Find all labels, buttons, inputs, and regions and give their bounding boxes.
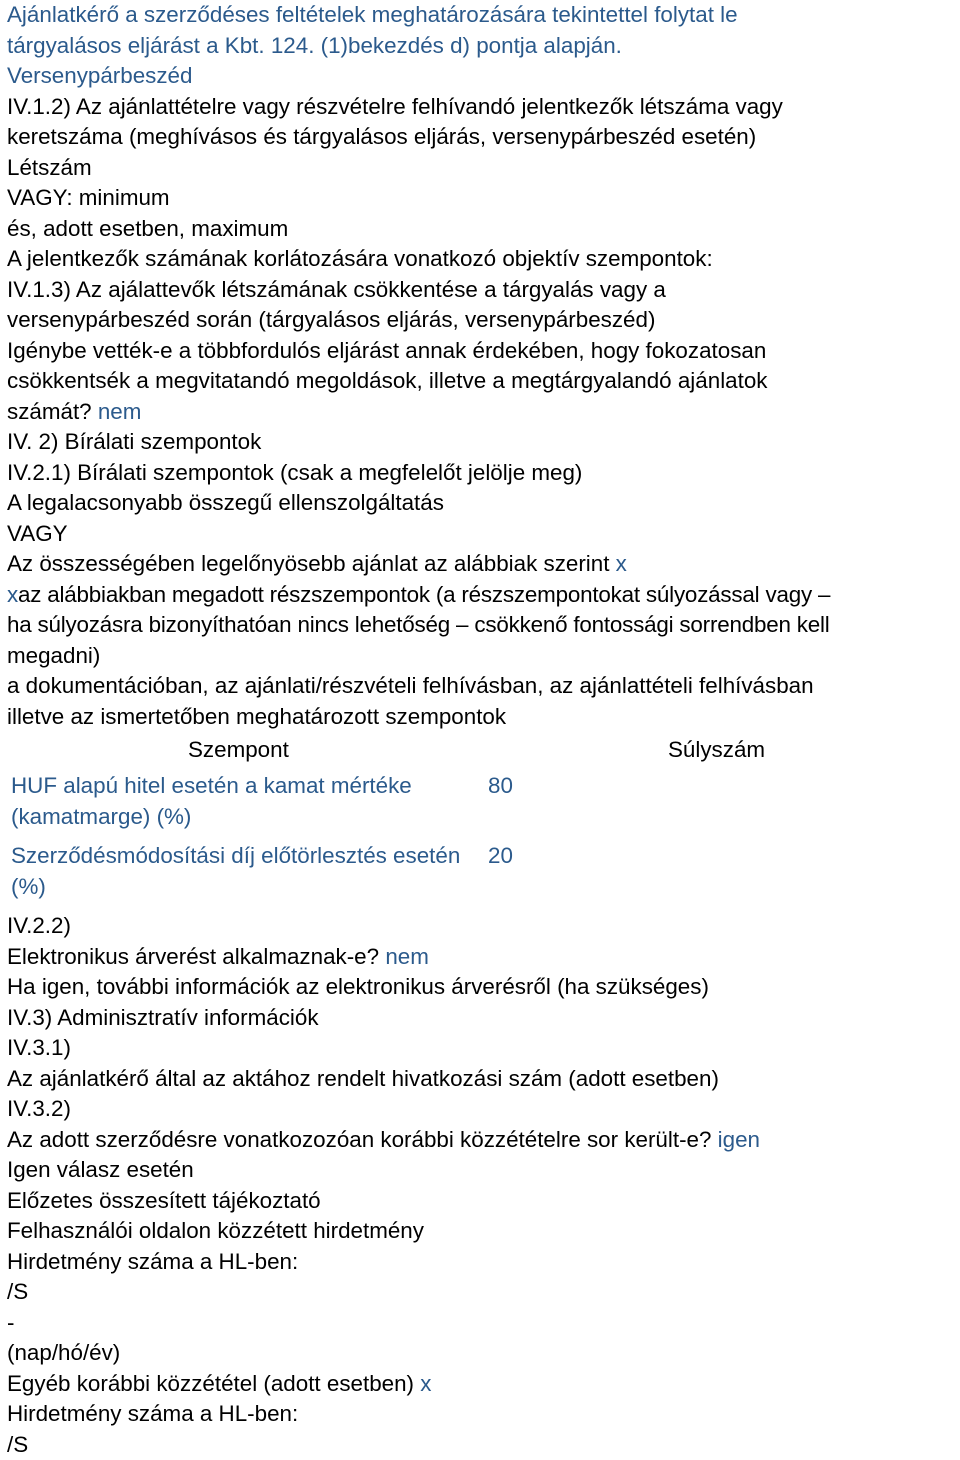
text-line: IV.1.2) Az ajánlattételre vagy részvételre felhívandó jelentkezők létszáma vagy — [7, 92, 959, 123]
criterion-column-header: Szempont — [188, 735, 289, 765]
text-line: tárgyalásos eljárást a Kbt. 124. (1)bekezdés d) pontja alapján. — [7, 31, 959, 62]
text-line: Igénybe vették-e a többfordulós eljárást annak érdekében, hogy fokozatosan — [7, 336, 959, 367]
text-line: IV.2.1) Bírálati szempontok (csak a megfelelőt jelölje meg) — [7, 458, 959, 489]
sub-criteria-line-1 — [7, 580, 959, 611]
prior-publication-details — [7, 1155, 959, 1369]
text-line: Versenypárbeszéd — [7, 61, 959, 92]
text-line: a dokumentációban, az ajánlati/részvételi felhívásban, az ajánlattételi felhívásban — [7, 671, 959, 702]
sub-criteria-line-2 — [7, 610, 959, 641]
text-line: /S — [7, 1277, 959, 1308]
best-value-mark: x — [616, 551, 627, 576]
procedure-and-candidates-section — [7, 0, 959, 397]
text-line: keretszáma (meghívásos és tárgyalásos eljárás, versenypárbeszéd esetén) — [7, 122, 959, 153]
text-line: Létszám — [7, 153, 959, 184]
text-line: A legalacsonyabb összegű ellenszolgáltatás — [7, 488, 959, 519]
sub-criteria-text-3: megadni) — [7, 643, 100, 668]
best-value-option — [7, 549, 959, 580]
text-line: VAGY — [7, 519, 959, 550]
prior-publication-label: Az adott szerződésre vonatkozozóan korábbi közzétételre sor került-e? — [7, 1127, 718, 1152]
e-auction-question — [7, 942, 959, 973]
multi-stage-label: számát? — [7, 399, 98, 424]
criteria-table — [7, 733, 959, 911]
administrative-info-section — [7, 972, 959, 1125]
text-line: Előzetes összesített tájékoztató — [7, 1186, 959, 1217]
criteria-source-section — [7, 671, 959, 732]
criteria-table-header — [7, 733, 959, 771]
prior-publication-answer: igen — [718, 1127, 760, 1152]
prior-publication-question — [7, 1125, 959, 1156]
text-line: versenypárbeszéd során (tárgyalásos eljárás, versenypárbeszéd) — [7, 305, 959, 336]
text-line: Igen válasz esetén — [7, 1155, 959, 1186]
text-line: A jelentkezők számának korlátozására vonatkozó objektív szempontok: — [7, 244, 959, 275]
sub-criteria-text-2: ha súlyozásra bizonyíthatóan nincs lehetőség – csökkenő fontossági sorrendben kell — [7, 612, 830, 637]
text-line: IV. 2) Bírálati szempontok — [7, 427, 959, 458]
weight-cell: 80 — [488, 771, 513, 802]
text-line: Ajánlatkérő a szerződéses feltételek meghatározására tekintettel folytat le — [7, 0, 959, 31]
criteria-table-row — [7, 841, 959, 911]
other-prior-publication — [7, 1369, 959, 1400]
multi-stage-question — [7, 397, 959, 428]
text-line: Az ajánlatkérő által az aktához rendelt hivatkozási szám (adott esetben) — [7, 1064, 959, 1095]
criteria-table-row — [7, 771, 959, 841]
text-line: IV.3) Adminisztratív információk — [7, 1003, 959, 1034]
weight-column-header: Súlyszám — [668, 735, 765, 765]
text-line: (nap/hó/év) — [7, 1338, 959, 1369]
e-auction-answer: nem — [385, 944, 429, 969]
other-publication-details — [7, 1399, 959, 1460]
text-line: Felhasználói oldalon közzétett hirdetmény — [7, 1216, 959, 1247]
document-body — [7, 0, 959, 1460]
text-line: IV.3.2) — [7, 1094, 959, 1125]
text-line: /S — [7, 1430, 959, 1460]
evaluation-criteria-section — [7, 427, 959, 549]
text-line: csökkentsék a megvitatandó megoldások, illetve a megtárgyalandó ajánlatok — [7, 366, 959, 397]
sub-criteria-line-3 — [7, 641, 959, 672]
text-line: - — [7, 1308, 959, 1339]
text-line: Hirdetmény száma a HL-ben: — [7, 1247, 959, 1278]
text-line: illetve az ismertetőben meghatározott szempontok — [7, 702, 959, 733]
sub-criteria-mark: x — [7, 582, 18, 607]
text-line: VAGY: minimum — [7, 183, 959, 214]
criterion-cell: HUF alapú hitel esetén a kamat mértéke (kamatmarge) (%) — [11, 771, 481, 832]
e-auction-label: Elektronikus árverést alkalmaznak-e? — [7, 944, 385, 969]
other-prior-label: Egyéb korábbi közzététel (adott esetben) — [7, 1371, 420, 1396]
section-heading-iv-2-2: IV.2.2) — [7, 911, 959, 942]
text-line: Hirdetmény száma a HL-ben: — [7, 1399, 959, 1430]
best-value-label: Az összességében legelőnyösebb ajánlat az alábbiak szerint — [7, 551, 616, 576]
text-line: IV.1.3) Az ajálattevők létszámának csökkentése a tárgyalás vagy a — [7, 275, 959, 306]
sub-criteria-text-1: az alábbiakban megadott részszempontok (a részszempontokat súlyozással vagy – — [18, 582, 830, 607]
text-line: és, adott esetben, maximum — [7, 214, 959, 245]
text-line: Ha igen, további információk az elektronikus árverésről (ha szükséges) — [7, 972, 959, 1003]
other-prior-mark: x — [420, 1371, 431, 1396]
multi-stage-answer: nem — [98, 399, 142, 424]
weight-cell: 20 — [488, 841, 513, 872]
text-line: IV.3.1) — [7, 1033, 959, 1064]
criterion-cell: Szerződésmódosítási díj előtörlesztés esetén (%) — [11, 841, 481, 902]
